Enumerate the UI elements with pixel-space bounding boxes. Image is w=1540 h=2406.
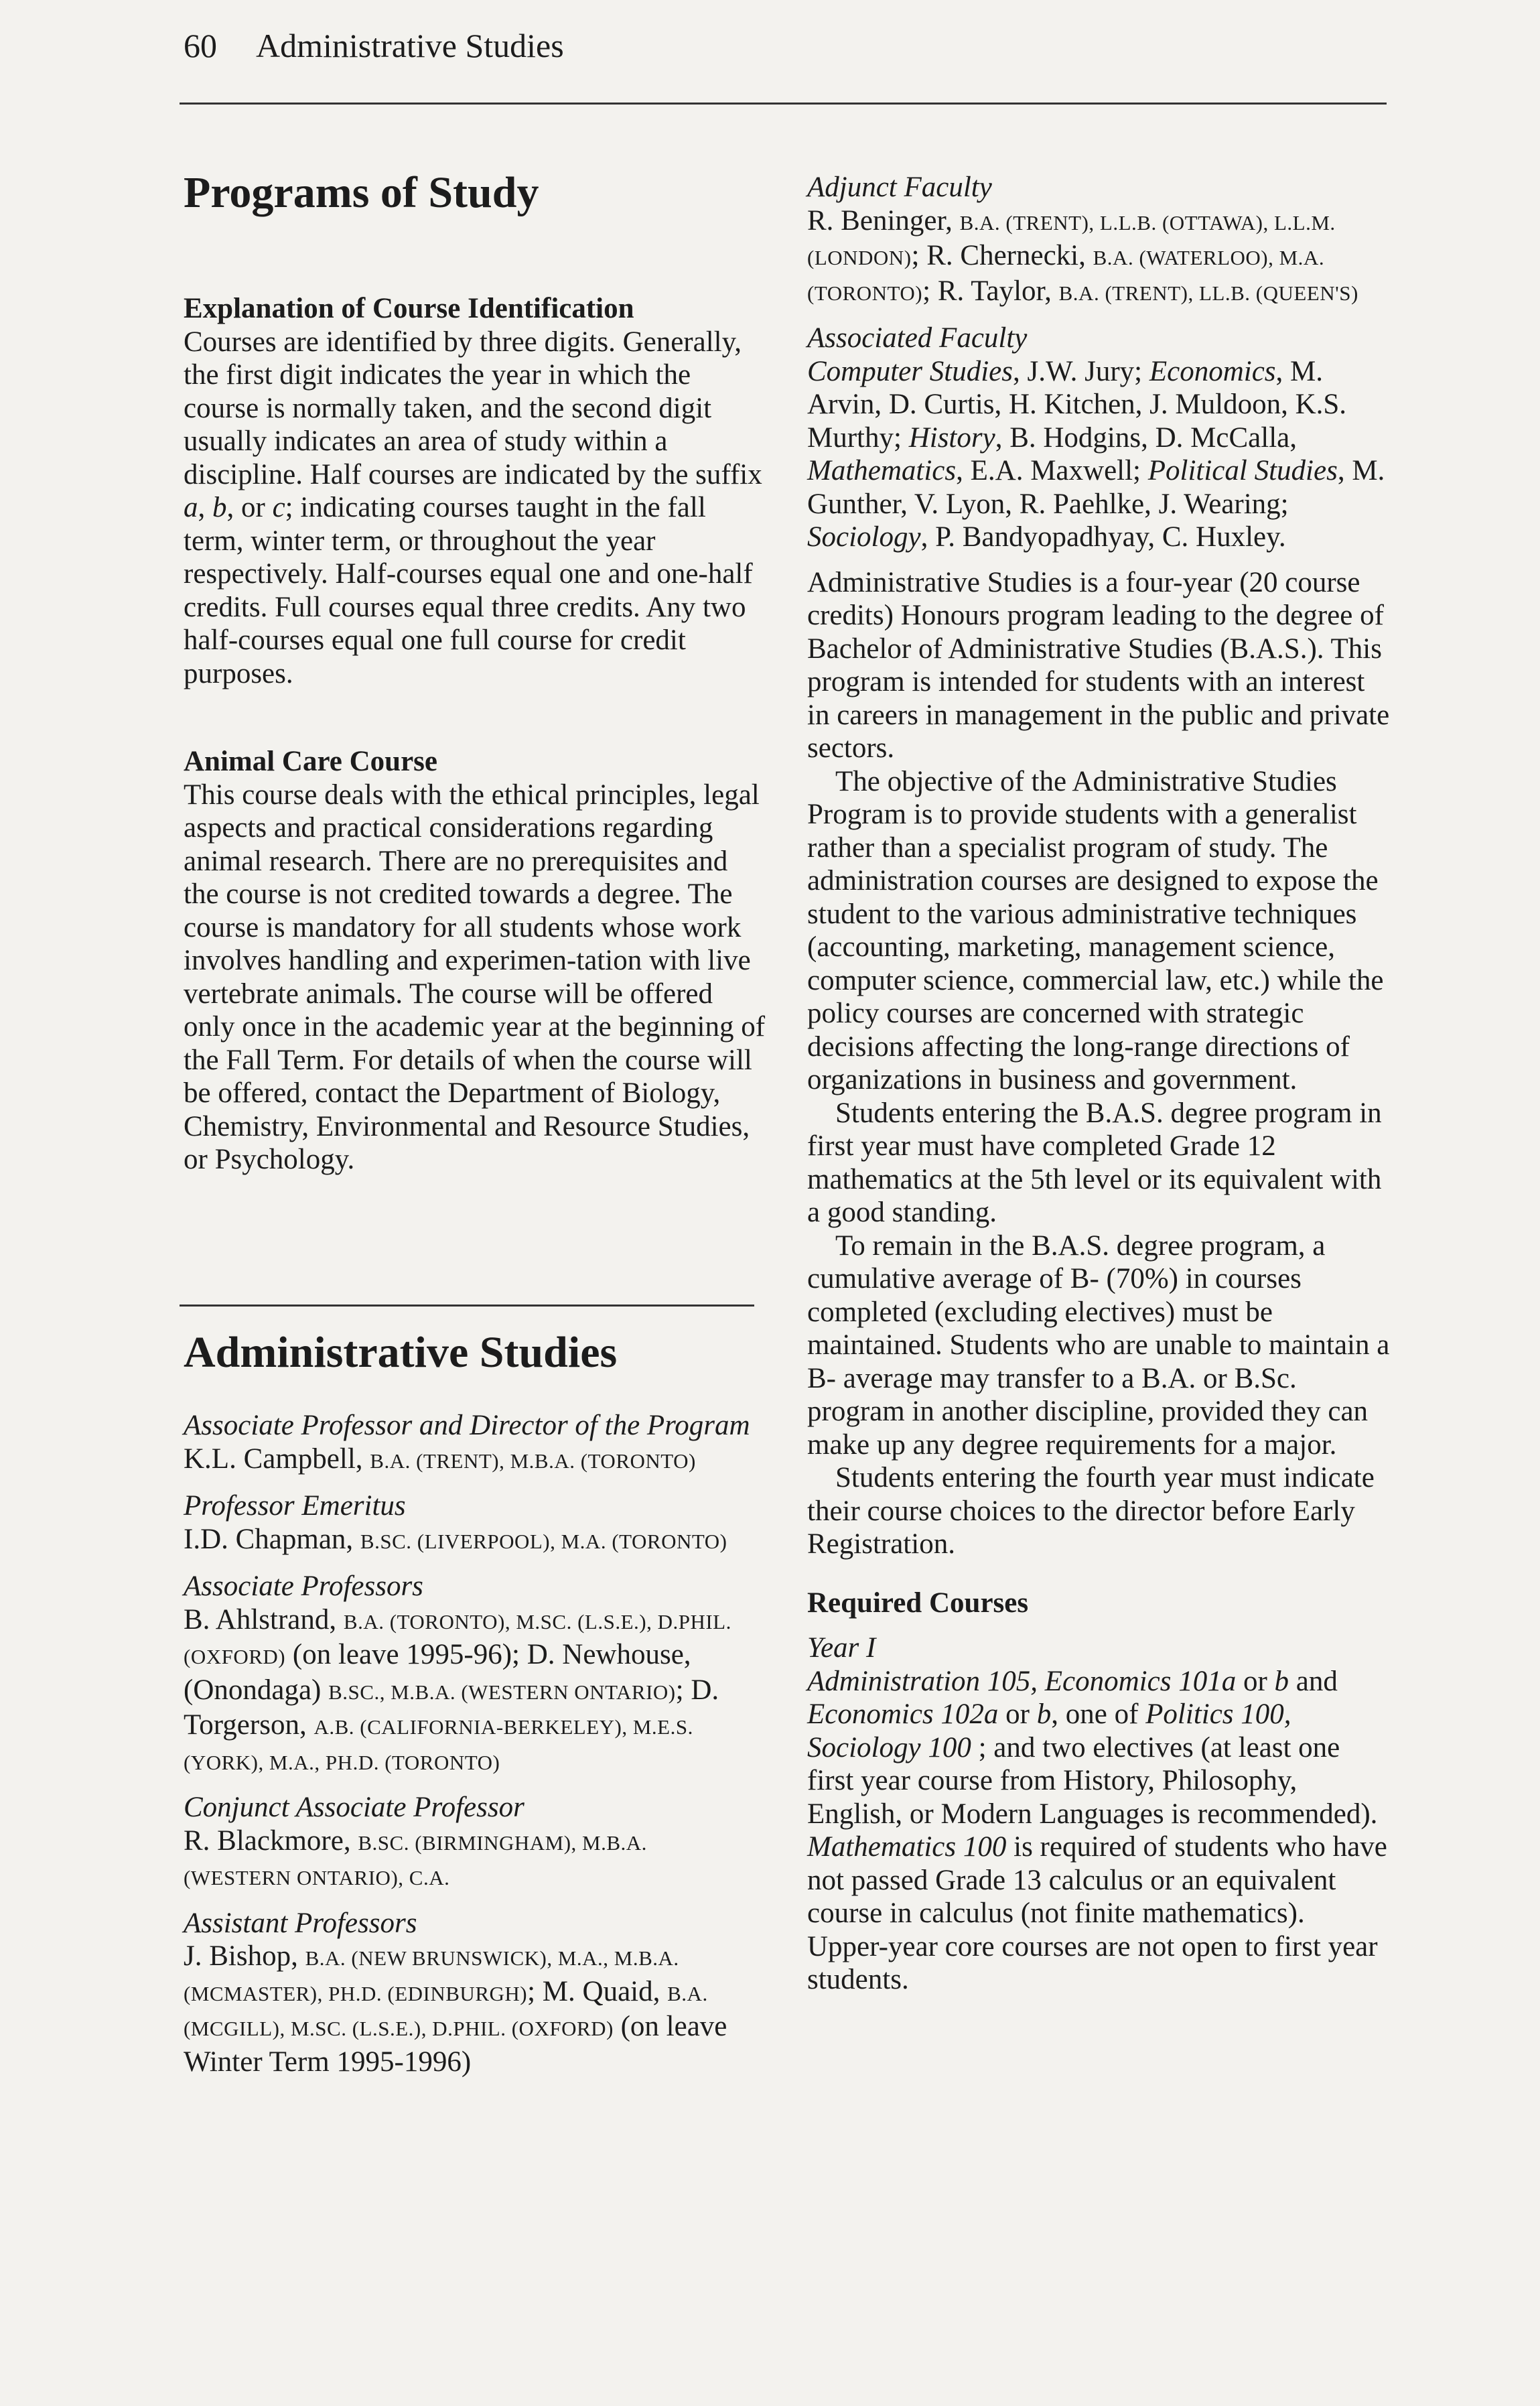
animal-care-section [184, 745, 766, 1177]
program-paragraph: Students entering the fourth year must indicate their course choices to the director before Early Registration. [807, 1462, 1375, 1560]
conjunct-entry: R. Blackmore, B.SC. (BIRMINGHAM), M.B.A. (WESTERN ONTARIO), C.A. [184, 1824, 647, 1889]
emeritus-role: Professor Emeritus [184, 1490, 406, 1522]
header-rule [180, 103, 1387, 105]
animal-care-body: This course deals with the ethical principles, legal aspects and practical considerations regarding animal research. There are no prerequisites and the course is not credited towards a degree. The course is mandatory for all students whose work involves handling and experimen-tation with live vertebrate animals. The course will be offered only once in the academic year at the beginning of the Fall Term. For details of when the course will be offered, contact the Department of Biology, Chemistry, Environmental and Resource Studies, or Psychology. [184, 779, 766, 1175]
associate-professors-role: Associate Professors [184, 1570, 423, 1602]
programs-title: Programs of Study [184, 168, 539, 217]
faculty-list-right [807, 171, 1390, 1997]
program-paragraph: The objective of the Administrative Studies Program is to provide students with a generalist rather than a specialist program of study. The administration courses are designed to expose the student to the various administrative techniques (accounting, marketing, management science, computer science, commercial law, etc.) while the policy courses are concerned with strategic decisions affecting the long-range directions of organizations in business and government. [807, 765, 1384, 1095]
running-title: Administrative Studies [256, 27, 564, 64]
admin-studies-title: Administrative Studies [184, 1328, 618, 1377]
course-identification-section [184, 292, 766, 690]
associated-entry: Computer Studies, J.W. Jury; Economics, M. Arvin, D. Curtis, H. Kitchen, J. Muldoon, K.S. Murthy; History, B. Hodgins, D. McCalla, Mathematics, E.A. Maxwell; Political Studies, M. Gunther, V. Lyon, R. Paehlke, J. Wearing; Sociology, P. Bandyopadhyay, C. Huxley. [807, 355, 1385, 553]
course-identification-body: Courses are identified by three digits. Generally, the first digit indicates the year in which the course is normally taken, and the second digit usually indicates an area of study within a discipline. Half courses are indicated by the suffix a, b, or c; indicating courses taught in the fall term, winter term, or throughout the year respectively. Half-courses equal one and one-half credits. Full courses equal three credits. Any two half-courses equal one full course for credit purposes. [184, 326, 762, 689]
section-rule [180, 1305, 754, 1307]
required-courses-heading: Required Courses [807, 1587, 1029, 1619]
faculty-list-left [184, 1409, 753, 2078]
year-one-requirements: Administration 105, Economics 101a or b and Economics 102a or b, one of Politics 100, Sociology 100 ; and two electives (at least one first year course from History, Philosophy, English, or Modern Languages is recommended). [807, 1665, 1378, 1830]
animal-care-heading: Animal Care Course [184, 746, 438, 777]
course-identification-heading: Explanation of Course Identification [184, 293, 634, 324]
director-entry: K.L. Campbell, B.A. (TRENT), M.B.A. (TORONTO) [184, 1443, 696, 1475]
associated-role: Associated Faculty [807, 322, 1028, 354]
page-number: 60 [184, 27, 217, 64]
mathematics-requirement: Mathematics 100 is required of students who have not passed Grade 13 calculus or an equivalent course in calculus (not finite mathematics). Upper-year core courses are not open to first year students. [807, 1831, 1387, 1995]
assistant-professors-entry: J. Bishop, B.A. (NEW BRUNSWICK), M.A., M.B.A. (MCMASTER), PH.D. (EDINBURGH); M. Quaid, B.A. (MCGILL), M.SC. (L.S.E.), D.PHIL. (OXFORD) (on leave Winter Term 1995-1996) [184, 1940, 727, 2078]
director-role: Associate Professor and Director of the Program [184, 1410, 750, 1441]
program-paragraph: Students entering the B.A.S. degree program in first year must have completed Grade 12 mathematics at the 5th level or its equivalent with a good standing. [807, 1097, 1382, 1228]
assistant-professors-role: Assistant Professors [184, 1907, 417, 1939]
program-paragraph: Administrative Studies is a four-year (20 course credits) Honours program leading to the degree of Bachelor of Administrative Studies (B.A.S.). This program is intended for students with an interest in careers in management in the public and private sectors. [807, 566, 1390, 764]
emeritus-entry: I.D. Chapman, B.SC. (LIVERPOOL), M.A. (TORONTO) [184, 1523, 727, 1555]
running-header [184, 25, 564, 66]
adjunct-entry: R. Beninger, B.A. (TRENT), L.L.B. (OTTAWA), L.L.M. (LONDON); R. Chernecki, B.A. (WATERLOO), M.A. (TORONTO); R. Taylor, B.A. (TRENT), LL.B. (QUEEN'S) [807, 204, 1358, 307]
program-paragraph: To remain in the B.A.S. degree program, a cumulative average of B- (70%) in courses completed (excluding electives) must be maintained. Students who are unable to maintain a B- average may transfer to a B.A. or B.Sc. program in another discipline, provided they can make up any degree requirements for a major. [807, 1229, 1390, 1461]
adjunct-role: Adjunct Faculty [807, 172, 992, 203]
associate-professors-entry: B. Ahlstrand, B.A. (TORONTO), M.SC. (L.S.E.), D.PHIL. (OXFORD) (on leave 1995-96); D. Newhouse, (Onondaga) B.SC., M.B.A. (WESTERN ONTARIO); D. Torgerson, A.B. (CALIFORNIA-BERKELEY), M.E.S. (YORK), M.A., PH.D. (TORONTO) [184, 1603, 731, 1774]
year-one-label: Year I [807, 1632, 876, 1664]
conjunct-role: Conjunct Associate Professor [184, 1792, 524, 1823]
